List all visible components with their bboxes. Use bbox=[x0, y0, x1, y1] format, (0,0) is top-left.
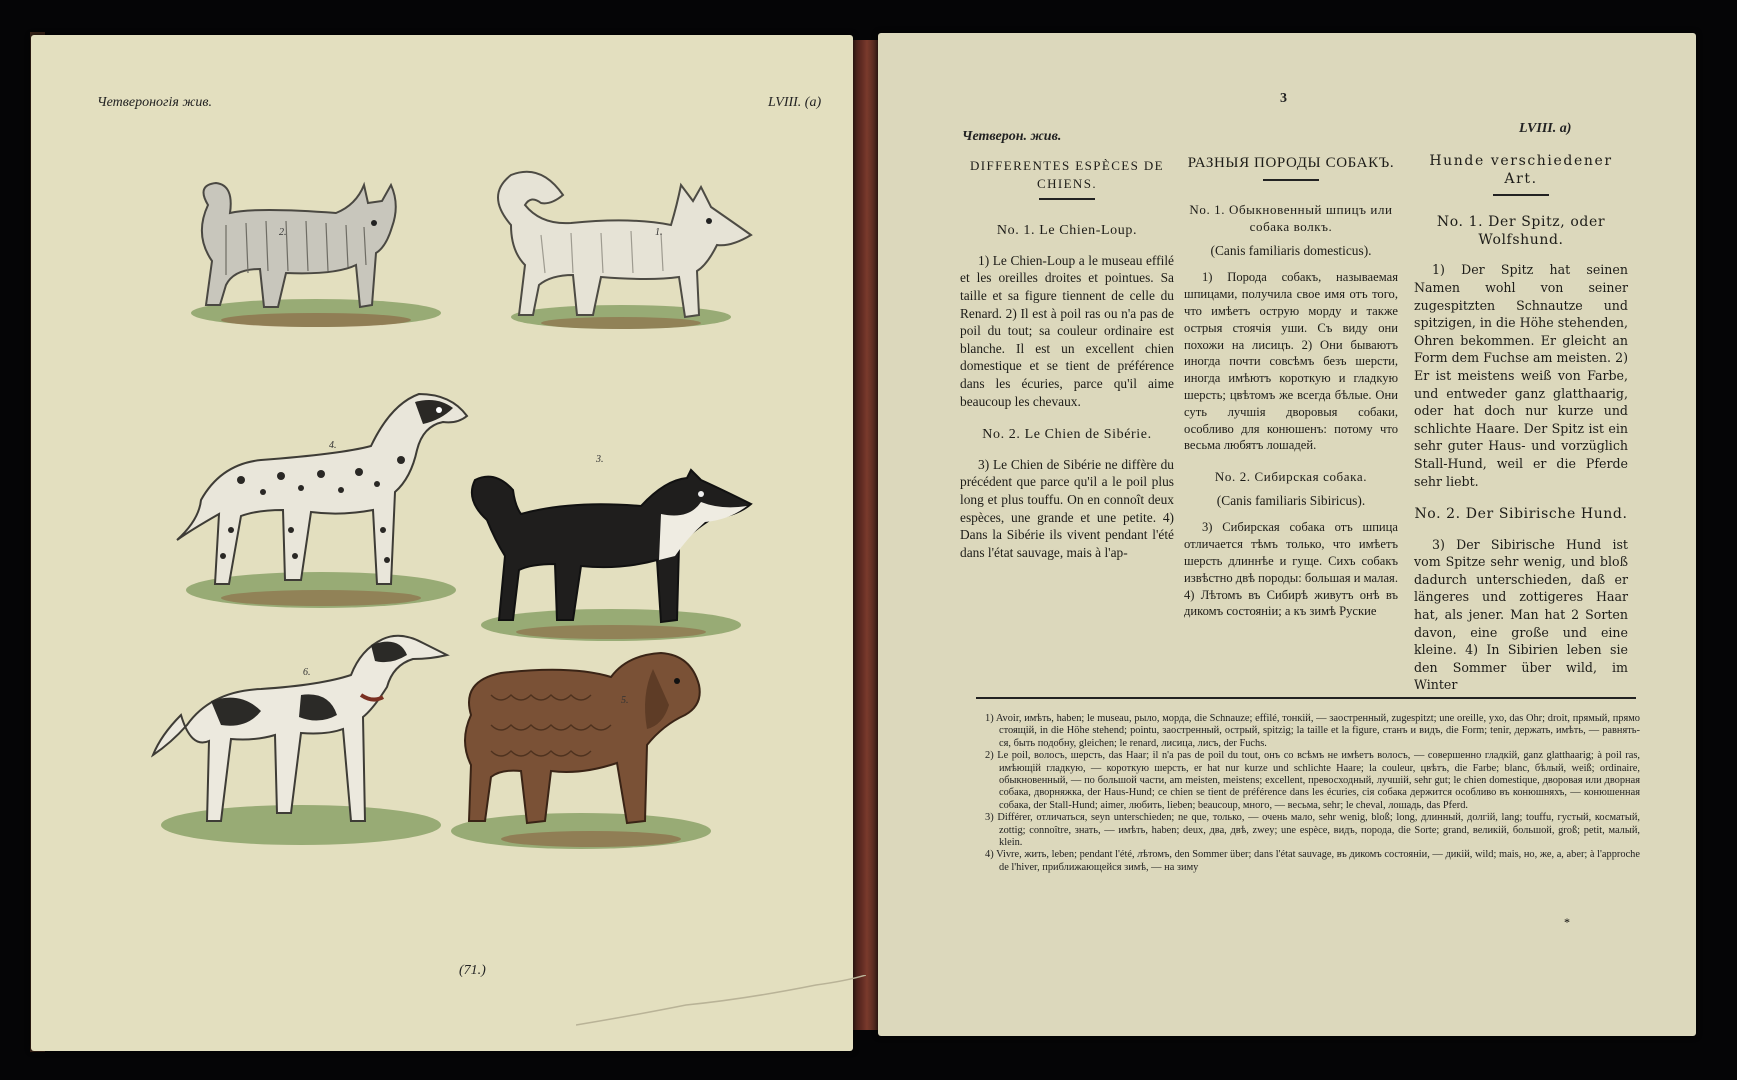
left-page-plate bbox=[31, 35, 853, 1051]
german-section-2-heading: No. 2. Der Sibirische Hund. bbox=[1414, 506, 1628, 523]
dog-illustration-1 bbox=[481, 155, 781, 335]
page-tear bbox=[576, 975, 866, 1035]
right-page-text bbox=[878, 33, 1696, 1036]
russian-section-1-latin: (Canis familiaris domesticus). bbox=[1210, 242, 1372, 258]
figure-number-6: 6. bbox=[303, 667, 311, 678]
catchword: * bbox=[1564, 915, 1570, 929]
plate-header-right: LVIII. (a) bbox=[768, 95, 822, 110]
dog-illustration-3 bbox=[461, 454, 761, 650]
figure-number-3: 3. bbox=[596, 454, 604, 465]
dog-illustration-6 bbox=[151, 625, 471, 855]
figure-number-5: 5. bbox=[621, 695, 629, 706]
column-french bbox=[960, 157, 1174, 569]
russian-section-2-latin: (Canis familiaris Sibiricus). bbox=[1216, 492, 1366, 508]
footnote-2: 2) Le poil, волосъ, шерсть, das Haar; il n'a pas de poil du tout, онъ со всѣмъ не имѣетъ волосъ, — совершенно гладкій, ganz glatthaarig; à poil ras, имѣющій гладкую, — короткую шерсть, er hat nur kurze und schlichte Haare; la couleur, цвѣтъ, die Farbe; blanc, бѣлый, weiß; ordinaire, обыкновенный, — по большой части, am meisten, meistens; excellent, превосходный, лучшій, sehr gut; le chien domestique, дворовая или дворная собака, дворняжка, der Haus-Hund; ce chien se tient de préférence dans les écuries, сія собака держится особливо въ конюшняхъ, — конюшенная собака, der Stall-Hund; aimer, любить, lieben; beaucoup, много, — весьма, sehr; le cheval, лошадь, das Pferd. bbox=[985, 750, 1640, 811]
column-russian bbox=[1184, 155, 1398, 628]
plate-page-number: (71.) bbox=[459, 963, 486, 978]
french-title: DIFFERENTES ESPÈCES DE CHIENS. bbox=[969, 158, 1165, 191]
russian-title-rule bbox=[1263, 179, 1319, 181]
footnote-rule bbox=[976, 697, 1636, 699]
russian-section-1-text: 1) Порода собакъ, называемая шпицами, получила свое имя отъ того, что имѣетъ острую морду и также острыя стоячія уши. Съ виду они похожи на лисицъ. 2) Они бываютъ иногда почти совсѣмъ безъ шерсти, иногда имѣютъ короткую и гладкую шерсть; цвѣтомъ же всегда бѣлые. Они суть лучшія дворовыя собаки, особливо для конюшенъ: потому что весьма любятъ лошадей. bbox=[1184, 270, 1398, 453]
german-title: Hunde verschiedener Art. bbox=[1429, 153, 1613, 187]
column-german bbox=[1414, 153, 1628, 702]
dog-illustration-2 bbox=[186, 165, 446, 335]
german-section-1-heading: No. 1. Der Spitz, oder Wolfshund. bbox=[1436, 214, 1606, 248]
german-title-rule bbox=[1493, 194, 1549, 196]
plate-header-left: Четвероногія жив. bbox=[97, 95, 212, 110]
russian-title: РАЗНЫЯ ПОРОДЫ СОБАКЪ. bbox=[1187, 155, 1395, 171]
german-section-1-text: 1) Der Spitz hat seinen Namen wohl von seiner zugespitzten Schnautze und spitzigen, in die Höhe stehenden, Ohren bekommen. Er gleicht an Form dem Fuchse am meisten. 2) Er ist meistens weiß von Farbe, und entweder ganz glatthaarig, oder hat doch nur kurze und schlichte Haare. Der Spitz ist ein sehr guter Haus- und vorzüglich Stall-Hund, weil er die Pferde sehr liebt. bbox=[1414, 262, 1629, 489]
french-section-1-text: 1) Le Chien-Loup a le museau effilé et les oreilles droites et pointues. Sa taille et sa figure tiennent de celle du Renard. 2) Il est à poil ras ou n'a pas de poil du tout; sa couleur ordinaire est blanche. Il est un excellent chien domestique et se tient de préférence dans les écuries, parce qu'il aime beaucoup les chevaux. bbox=[960, 252, 1174, 409]
russian-section-2-heading: No. 2. Сибирская собака. bbox=[1214, 469, 1368, 485]
french-section-1-heading: No. 1. Le Chien-Loup. bbox=[996, 223, 1138, 239]
figure-number-4: 4. bbox=[329, 440, 337, 451]
french-section-2-text: 3) Le Chien de Sibérie ne diffère du précédent que parce qu'il a le poil plus long et plus touffu. On en connoît deux espèces, une grande et une petite. 4) Dans la Sibérie ils vivent pendant l'été dans l'état sauvage, mais à l'ap- bbox=[960, 456, 1174, 560]
russian-section-1-heading: No. 1. Обыкновенный шпицъ или собака волкъ. bbox=[1189, 201, 1393, 235]
text-header-right: LVIII. a) bbox=[1519, 121, 1572, 136]
dog-illustration-5 bbox=[441, 645, 741, 865]
french-title-rule bbox=[1039, 198, 1095, 200]
text-header-left: Четверон. жив. bbox=[962, 129, 1062, 144]
french-section-2-heading: No. 2. Le Chien de Sibérie. bbox=[982, 427, 1152, 443]
text-page-number: 3 bbox=[1280, 91, 1287, 106]
footnote-4: 4) Vivre, жить, leben; pendant l'été, лѣтомъ, den Sommer über; dans l'état sauvage, въ дикомъ состояніи, — дикій, wild; mais, но, же, а, aber; à l'approche de l'hiver, приближающейся зимѣ, — на зиму bbox=[985, 849, 1640, 873]
dog-illustration-4 bbox=[171, 380, 491, 620]
footnotes bbox=[985, 713, 1640, 874]
russian-section-2-text: 3) Сибирская собака отъ шпица отличается тѣмъ только, что имѣетъ шерсть длиннѣе и гуще. Сихъ собакъ извѣстно двѣ породы: большая и малая. 4) Лѣтомъ въ Сибирѣ живутъ онѣ въ дикомъ состояніи; а къ зимѣ Руские bbox=[1184, 520, 1398, 619]
figure-number-1: 1. bbox=[655, 227, 663, 238]
figure-number-2: 2. bbox=[279, 227, 287, 238]
footnote-1: 1) Avoir, имѣть, haben; le museau, рыло, морда, die Schnauze; effilé, тонкій, — заостренный, zugespitzt; une oreille, ухо, das Ohr; droit, прямый, прямо стоящій, in die Höhe stehend; pointu, заостренный, острый, spitzig; la taille et la figure, станъ и видъ, die Form; tenir, держать, имѣть, — равнять-ся, быть подобну, gleichen; le renard, лисица, лисъ, der Fuchs. bbox=[985, 713, 1640, 749]
german-section-2-text: 3) Der Sibirische Hund ist vom Spitze sehr wenig, und bloß dadurch unterschieden, daß er längeres und zottigeres Haar hat, als jener. Man hat 2 Sorten davon, eine große und eine kleine. 4) In Sibirien leben sie den Sommer über wild, im Winter bbox=[1414, 536, 1628, 693]
footnote-3: 3) Différer, отличаться, seyn unterschieden; ne que, только, — очень мало, sehr wenig, bloß; long, длинный, долгій, lang; touffu, густый, косматый, zottig; connoître, знать, — имѣть, haben; deux, два, двѣ, zwey; une espèce, видъ, порода, die Sorte; grand, великій, большой, groß; petit, малый, klein. bbox=[985, 812, 1640, 849]
